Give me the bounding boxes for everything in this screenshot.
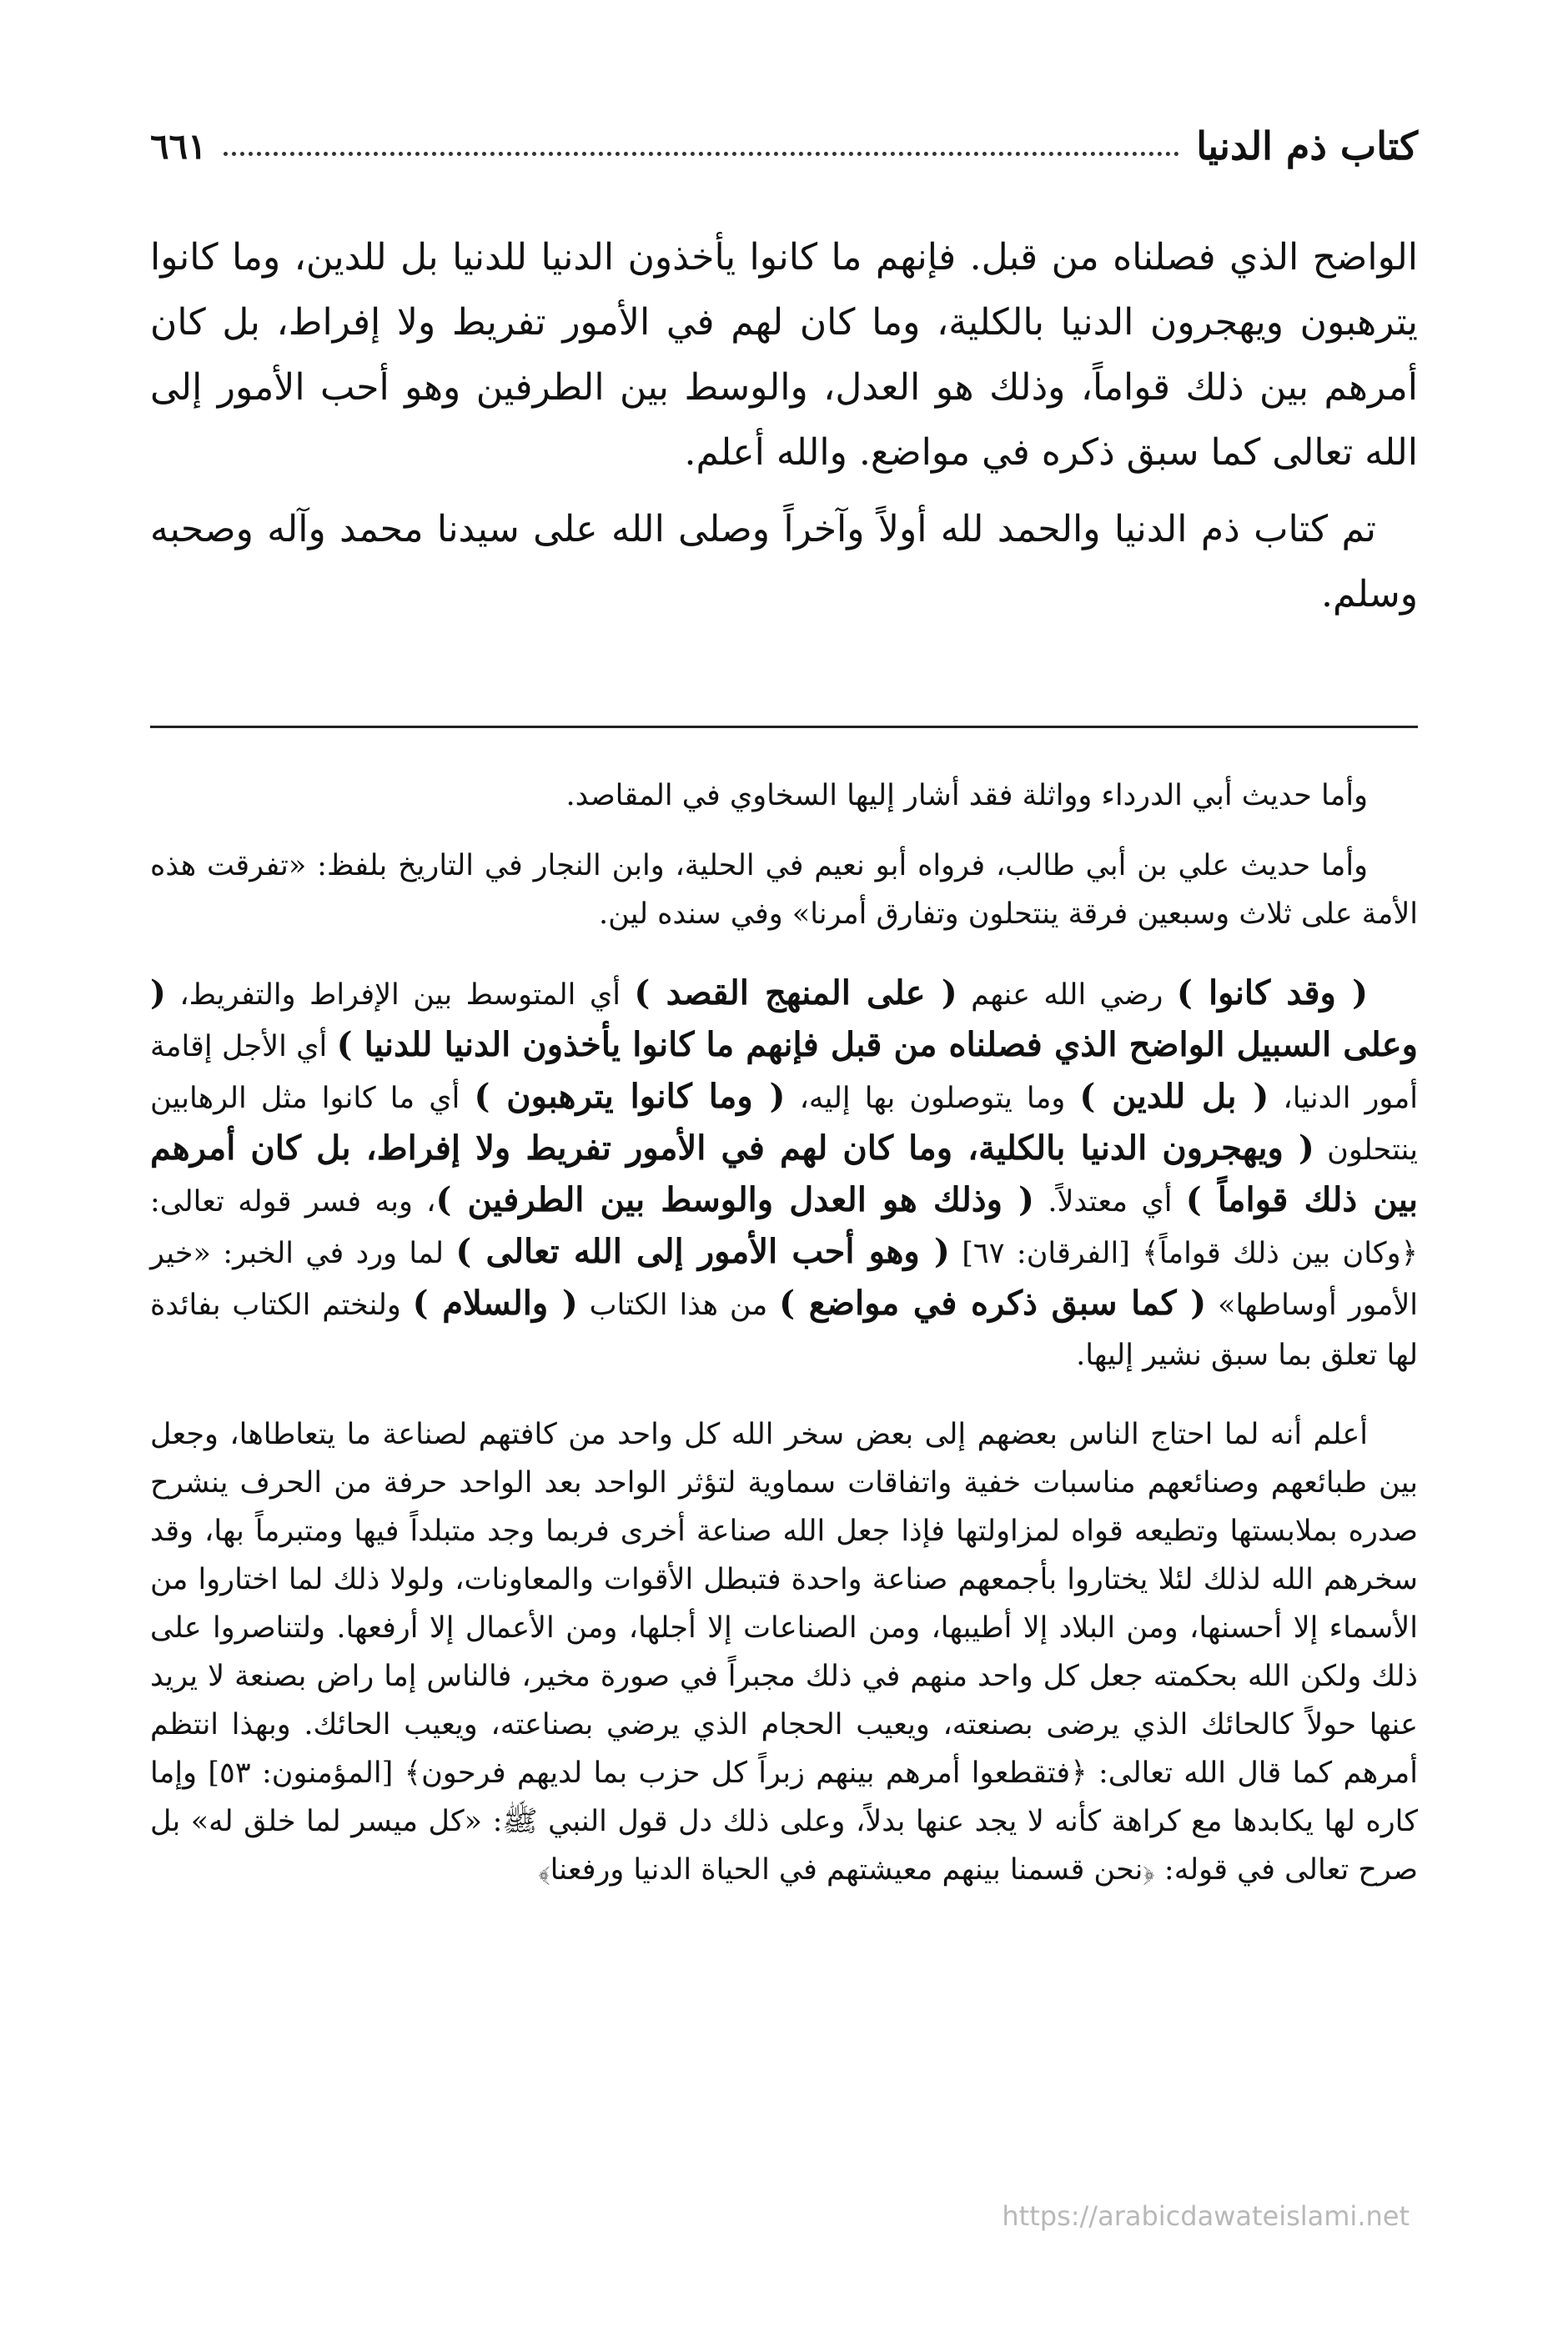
quoted-text: ( على المنهج القصد ): [634, 973, 957, 1013]
footnote-divider: [150, 726, 1418, 728]
footnote-1: وأما حديث أبي الدرداء وواثلة فقد أشار إليها السخاوي في المقاصد.: [565, 779, 1368, 812]
quoted-text: ( وما كانوا يترهبون ): [474, 1077, 786, 1116]
closing-paragraph: تم كتاب ذم الدنيا والحمد لله أولاً وآخراً وصلى الله على سيدنا محمد وآله وصحبه وسلم.: [150, 508, 1418, 616]
commentary-text: ولنختم الكتاب بفائدة لها تعلق بما سبق نشير إليها.: [150, 1289, 1418, 1372]
quoted-text: ( وقد كانوا ): [1176, 973, 1368, 1013]
commentary-text: أي الأجل إقامة أمور الدنيا،: [150, 1030, 1418, 1115]
main-text: [150, 225, 1418, 627]
commentary-text: رضي الله عنهم: [957, 978, 1177, 1012]
commentary-paragraph: [150, 968, 1418, 1380]
main-paragraph: الواضح الذي فصلناه من قبل. فإنهم ما كانوا يأخذون الدنيا للدنيا بل للدين، وما كانوا يترهبون ويهجرون الدنيا بالكلية، وما كان لهم في الأمور تفريط ولا إفراط، بل كان أمرهم بين ذلك قواماً، وذلك هو العدل، والوسط بين الطرفين وهو أحب الأمور إلى الله تعالى كما سبق ذكره في مواضع. والله أعلم.: [150, 236, 1418, 474]
commentary-text: وما يتوصلون بها إليه،: [785, 1082, 1080, 1115]
watermark-url: https://arabicdawateislami.net: [1002, 2200, 1410, 2232]
commentary-text: أي المتوسط بين الإفراط والتفريط،: [165, 978, 635, 1012]
commentary-text: لما ورد في الخبر: «خير الأمور أوساطها»: [150, 1237, 1419, 1322]
footnotes-section: [150, 771, 1418, 1894]
page-number: ٦٦١: [150, 125, 207, 167]
header-dotted-leader: [224, 152, 1180, 156]
commentary-text: أي ما كانوا مثل الرهابين ينتحلون: [150, 1082, 1418, 1167]
quoted-text: ( كما سبق ذكره في مواضع ): [779, 1284, 1207, 1323]
commentary-text: ، وبه فسر قوله تعالى: ﴿وكان بين ذلك قواماً﴾ [الفرقان: ٦٧]: [150, 1185, 1418, 1270]
page-header: [150, 117, 1418, 175]
quoted-text: ( والسلام ): [412, 1284, 578, 1323]
quoted-text: ( وهو أحب الأمور إلى الله تعالى ): [455, 1232, 950, 1271]
commentary-text: أي معتدلاً.: [1034, 1185, 1186, 1219]
quoted-text: ( وعلى السبيل الواضح الذي فصلناه من قبل فإنهم ما كانوا يأخذون الدنيا للدنيا ): [150, 973, 1418, 1064]
commentary-text: من هذا الكتاب: [577, 1289, 780, 1322]
quoted-text: ( ويهجرون الدنيا بالكلية، وما كان لهم في الأمور تفريط ولا إفراط، بل كان أمرهم بين ذلك قواماً ): [150, 1128, 1419, 1219]
closing-note: أعلم أنه لما احتاج الناس بعضهم إلى بعض سخر الله كل واحد من كافتهم لصناعة ما يتعاطاها، وجعل بين طبائعهم وصنائعهم مناسبات خفية واتفاقات سماوية لتؤثر الواحد بعد الواحد حرفة من الحرف ينشرح صدره بملابستها وتطيعه قواه لمزاولتها فإذا جعل الله صناعة أخرى فربما وجد متبلداً فيها ومتبرماً بها، وقد سخرهم الله لذلك لئلا يختاروا بأجمعهم صناعة واحدة فتبطل الأقوات والمعاونات، ولولا ذلك لما اختاروا من الأسماء إلا أحسنها، ومن البلاد إلا أطيبها، ومن الصناعات إلا أجلها، ومن الأعمال إلا أرفعها. ولتناصروا على ذلك ولكن الله بحكمته جعل كل واحد منهم في ذلك مجبراً في صورة مخير، فالناس إما راض بصنعة لا يريد عنها حولاً كالحائك الذي يرضى بصنعته، ويعيب الحجام الذي يرضي بصناعته، ويعيب الحائك. وبهذا انتظم أمرهم كما قال الله تعالى: ﴿فتقطعوا أمرهم بينهم زبراً كل حزب بما لديهم فرحون﴾ [المؤمنون: ٥٣] وإما كاره لها يكابدها مع كراهة كأنه لا يجد عنها بدلاً، وعلى ذلك دل قول النبي ﷺ: «كل ميسر لما خلق له» بل صرح تعالى في قوله: ﴿نحن قسمنا بينهم معيشتهم في الحياة الدنيا ورفعنا﴾: [150, 1418, 1418, 1887]
quoted-text: ( وذلك هو العدل والوسط بين الطرفين ): [435, 1180, 1034, 1219]
quoted-text: ( بل للدين ): [1079, 1077, 1269, 1116]
running-title: كتاب ذم الدنيا: [1196, 123, 1418, 168]
footnote-2: وأما حديث علي بن أبي طالب، فرواه أبو نعيم في الحلية، وابن النجار في التاريخ بلفظ: «تفرقت هذه الأمة على ثلاث وسبعين فرقة ينتحلون وتفارق أمرنا» وفي سنده لين.: [150, 849, 1418, 931]
